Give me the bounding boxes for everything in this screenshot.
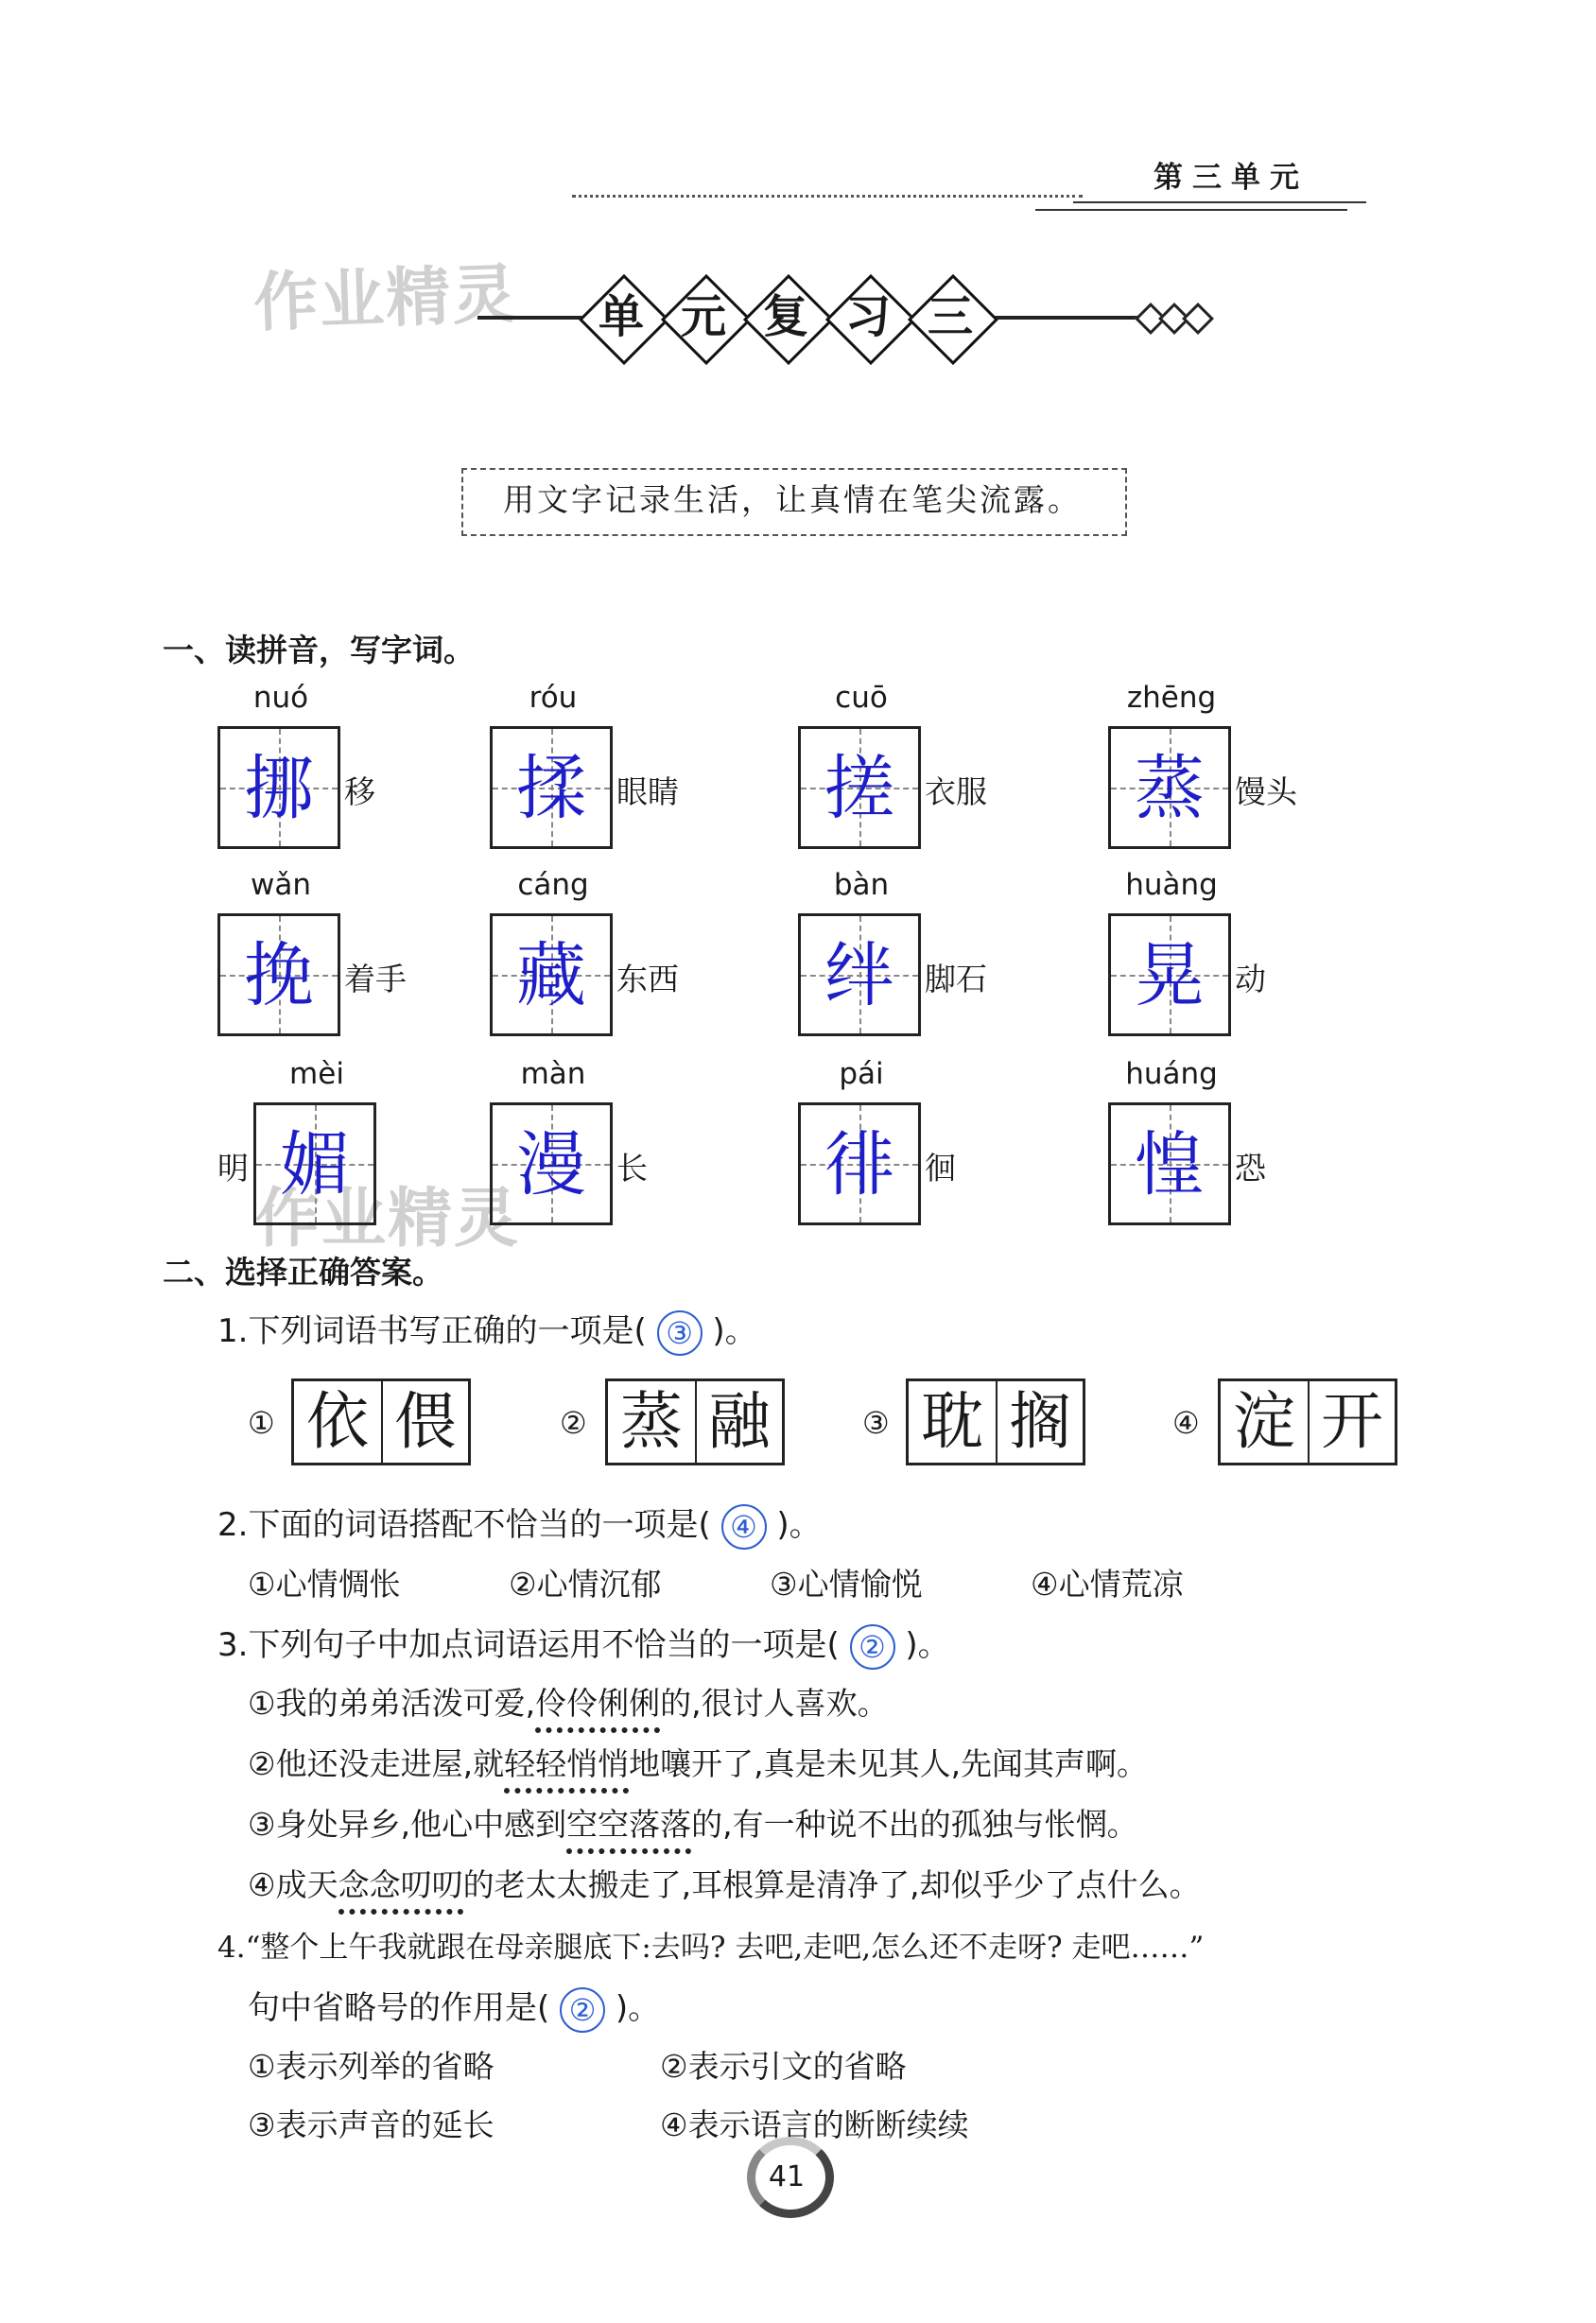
emphasized-word: 念念叨叨 bbox=[338, 1861, 463, 1905]
answer-char: 绊 bbox=[824, 935, 894, 1016]
handwriting-char: 融 bbox=[695, 1381, 782, 1463]
pinyin: wǎn bbox=[251, 868, 311, 902]
answer-mark: ③ bbox=[657, 1310, 703, 1356]
handwriting-option bbox=[605, 1378, 785, 1465]
writing-box bbox=[490, 1102, 613, 1225]
watermark: 作业精灵 bbox=[252, 257, 520, 341]
option: ④表示语言的断断续续 bbox=[660, 2106, 969, 2143]
word-context: 东西 bbox=[616, 961, 679, 997]
section1-title: 一、读拼音，写字词。 bbox=[163, 632, 475, 668]
emphasized-word: 轻轻悄悄 bbox=[504, 1740, 629, 1784]
question-text: )。 bbox=[776, 1506, 822, 1544]
word-context: 动 bbox=[1235, 961, 1266, 997]
title-char: 复 bbox=[762, 290, 808, 343]
writing-box bbox=[1108, 1102, 1231, 1225]
word-context: 恐 bbox=[1235, 1150, 1266, 1187]
answer-mark: ② bbox=[850, 1624, 895, 1670]
writing-box bbox=[1108, 913, 1231, 1036]
pinyin: bàn bbox=[833, 868, 890, 902]
option-text: 的,有一种说不出的孤独与怅惘。 bbox=[691, 1806, 1138, 1843]
title-char: 三 bbox=[927, 290, 973, 343]
writing-box bbox=[1108, 726, 1231, 849]
option: ①心情惆怅 bbox=[248, 1566, 401, 1603]
option-text: ③身处异乡,他心中感到 bbox=[248, 1806, 567, 1843]
pinyin: cuō bbox=[835, 681, 888, 715]
question-3 bbox=[217, 1619, 950, 1670]
answer-char: 藏 bbox=[516, 935, 586, 1016]
option-number: ③ bbox=[862, 1405, 890, 1441]
question-text: 2.下面的词语搭配不恰当的一项是( bbox=[217, 1506, 711, 1544]
word-context: 移 bbox=[344, 773, 375, 810]
pinyin: zhēng bbox=[1126, 681, 1217, 715]
writing-box bbox=[490, 726, 613, 849]
option bbox=[248, 1861, 1201, 1905]
option-text: ②他还没走进屋,就 bbox=[248, 1745, 505, 1782]
option-text: ④成天 bbox=[248, 1866, 338, 1903]
question-text: 句中省略号的作用是( bbox=[248, 1989, 550, 2027]
answer-mark: ② bbox=[560, 1987, 605, 2033]
title-char: 习 bbox=[844, 290, 891, 343]
answer-char: 蒸 bbox=[1135, 748, 1205, 829]
question-text: )。 bbox=[615, 1989, 661, 2027]
answer-char: 媚 bbox=[280, 1124, 350, 1205]
word-context: 明 bbox=[217, 1150, 249, 1187]
title-char: 单 bbox=[598, 290, 644, 343]
question-1 bbox=[217, 1305, 757, 1356]
writing-box bbox=[798, 1102, 921, 1225]
handwriting-option bbox=[906, 1378, 1085, 1465]
option: ②心情沉郁 bbox=[509, 1566, 662, 1603]
option bbox=[248, 1800, 1138, 1845]
option-number: ④ bbox=[1172, 1405, 1200, 1441]
option: ④心情荒凉 bbox=[1031, 1566, 1184, 1603]
motto: 用文字记录生活，让真情在笔尖流露。 bbox=[503, 481, 1082, 518]
answer-char: 挪 bbox=[244, 748, 314, 829]
handwriting-char: 依 bbox=[305, 1385, 369, 1458]
word-context: 徊 bbox=[925, 1150, 956, 1187]
option: ②表示引文的省略 bbox=[660, 2048, 907, 2085]
word-context: 长 bbox=[616, 1150, 648, 1187]
question-text: 1.下列词语书写正确的一项是( bbox=[217, 1312, 647, 1350]
header-dotted-rule bbox=[572, 195, 1083, 198]
emphasized-word: 空空落落 bbox=[566, 1800, 691, 1845]
handwriting-option bbox=[291, 1378, 471, 1465]
word-context: 衣服 bbox=[925, 773, 987, 810]
question-2 bbox=[217, 1499, 822, 1550]
word-context: 脚石 bbox=[925, 961, 987, 997]
option-text: 的老太太搬走了,耳根算是清净了,却似乎少了点什么。 bbox=[462, 1866, 1201, 1903]
option: ③表示声音的延长 bbox=[248, 2106, 494, 2143]
answer-char: 挽 bbox=[244, 935, 314, 1016]
emphasized-word: 伶伶俐俐 bbox=[535, 1679, 660, 1724]
answer-char: 惶 bbox=[1135, 1124, 1205, 1205]
title-char: 元 bbox=[680, 290, 726, 343]
question-text: )。 bbox=[905, 1626, 950, 1664]
option-text: 的,很讨人喜欢。 bbox=[660, 1685, 889, 1722]
writing-box bbox=[217, 726, 340, 849]
header-rule bbox=[1073, 201, 1366, 203]
answer-mark: ④ bbox=[721, 1504, 767, 1550]
answer-char: 搓 bbox=[824, 748, 894, 829]
word-context: 着手 bbox=[344, 961, 407, 997]
answer-char: 晃 bbox=[1135, 935, 1205, 1016]
pinyin: pái bbox=[839, 1057, 884, 1091]
option-text: ①我的弟弟活泼可爱, bbox=[248, 1685, 536, 1722]
answer-char: 徘 bbox=[824, 1124, 894, 1205]
pinyin: huàng bbox=[1125, 868, 1218, 902]
pinyin: màn bbox=[520, 1057, 586, 1091]
word-context: 馒头 bbox=[1235, 773, 1297, 810]
option-text: 地嚷开了,真是未见其人,先闻其声啊。 bbox=[629, 1745, 1149, 1782]
handwriting-char: 耽 bbox=[920, 1385, 983, 1458]
handwriting-option bbox=[1218, 1378, 1397, 1465]
option bbox=[248, 1740, 1148, 1784]
word-context: 眼睛 bbox=[616, 773, 679, 810]
section2-title: 二、选择正确答案。 bbox=[163, 1254, 443, 1291]
writing-box bbox=[798, 913, 921, 1036]
option-number: ① bbox=[248, 1405, 275, 1441]
handwriting-char: 搁 bbox=[996, 1381, 1083, 1463]
watermark: 作业精灵 bbox=[255, 1182, 521, 1257]
pinyin: róu bbox=[529, 681, 578, 715]
option: ③心情愉悦 bbox=[770, 1566, 923, 1603]
header-rule bbox=[1035, 209, 1347, 211]
question-text: 3.下列句子中加点词语运用不恰当的一项是( bbox=[217, 1626, 840, 1664]
writing-box bbox=[490, 913, 613, 1036]
answer-char: 漫 bbox=[516, 1124, 586, 1205]
question-4-quote: 4.“整个上午我就跟在母亲腿底下:去吗? 去吧,走吧,怎么还不走呀? 走吧……” bbox=[217, 1931, 1205, 1965]
handwriting-char: 开 bbox=[1308, 1381, 1395, 1463]
option bbox=[248, 1679, 889, 1724]
pinyin: cáng bbox=[517, 868, 589, 902]
writing-box bbox=[217, 913, 340, 1036]
handwriting-char: 蒸 bbox=[619, 1385, 683, 1458]
option: ①表示列举的省略 bbox=[248, 2048, 494, 2085]
pinyin: nuó bbox=[252, 681, 309, 715]
page-number: 41 bbox=[768, 2160, 806, 2193]
option-number: ② bbox=[560, 1405, 587, 1441]
writing-box bbox=[798, 726, 921, 849]
question-text: )。 bbox=[712, 1312, 757, 1350]
unit-label: 第三单元 bbox=[1154, 161, 1309, 195]
handwriting-char: 淀 bbox=[1232, 1385, 1295, 1458]
answer-char: 揉 bbox=[516, 748, 586, 829]
pinyin: huáng bbox=[1125, 1057, 1218, 1091]
writing-box bbox=[253, 1102, 376, 1225]
question-4 bbox=[248, 1982, 660, 2033]
handwriting-char: 偎 bbox=[381, 1381, 468, 1463]
pinyin: mèi bbox=[289, 1057, 344, 1091]
